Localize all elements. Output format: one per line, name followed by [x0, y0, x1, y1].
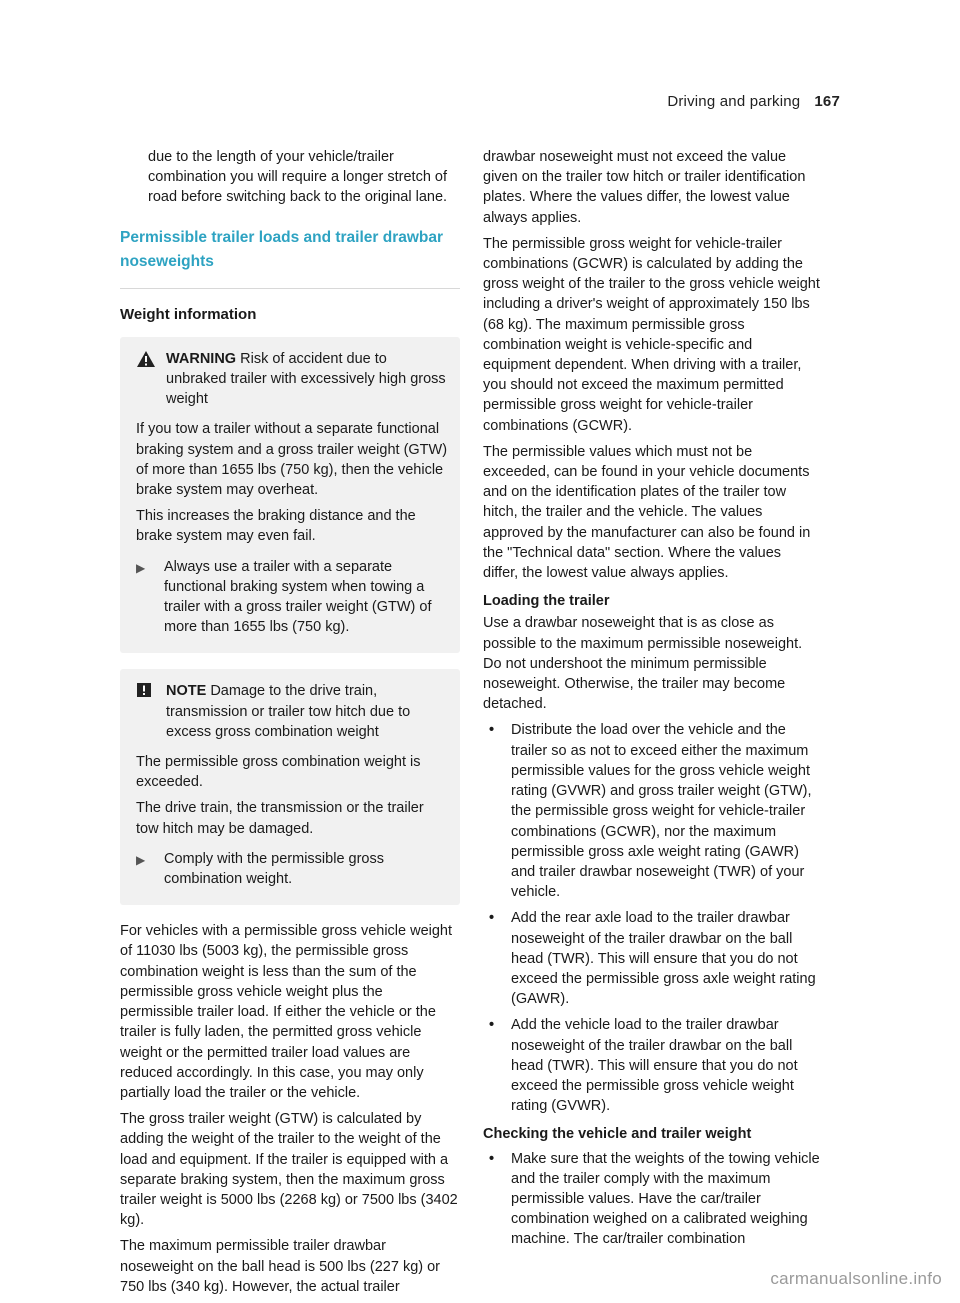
watermark-link[interactable]: carmanualsonline.info: [770, 1269, 942, 1288]
page-header: [667, 93, 840, 110]
note-paragraph-2: The drive train, the transmission or the trailer tow hitch may be damaged.: [136, 800, 424, 837]
intro-paragraph: due to the length of your vehicle/trailer combination you will require a longer stretch of road before switching back to the original lane.: [148, 149, 448, 206]
note-square-icon: [136, 682, 158, 704]
warning-paragraph-1: If you tow a trailer without a separate functional braking system and a gross trailer weight (GTW) of more than 1655 lbs (750 kg), then the vehicle brake system may overheat.: [136, 421, 448, 499]
combination-paragraph: For vehicles with a permissible gross vehicle weight of 11030 lbs (5003 kg), the permissible gross combination weight is less than the sum of the permissible gross vehicle weight plus the permissible trailer load. If either the vehicle or the trailer is fully laden, the permitted gross vehicle weight or the permitted trailer load values are reduced accordingly. In this case, you may only partially load the trailer or the vehicle.: [120, 923, 453, 1101]
note-title-text: Damage to the drive train, transmission or trailer tow hitch due to excess gross combination weight: [166, 683, 411, 740]
warning-title: [158, 349, 448, 410]
bullet-icon: •: [489, 722, 495, 739]
list-item: [483, 1015, 820, 1116]
bullet-icon: •: [489, 910, 495, 927]
warning-action-text: Always use a trailer with a separate functional braking system when towing a trailer with a gross trailer weight (GTW) of more than 1655 lbs (750 kg).: [164, 558, 432, 636]
loading-heading: Loading the trailer: [483, 593, 610, 610]
list-item: [483, 1149, 820, 1250]
note-label: NOTE: [166, 683, 207, 700]
list-item: [483, 720, 820, 902]
values-paragraph: The permissible values which must not be exceeded, can be found in your vehicle documents and on the identification plates of the trailer tow hitch, the trailer and the vehicle. The values approved by the manufacturer can also be found in the "Technical data" section. Where the values differ, the lowest value always applies.: [483, 443, 811, 582]
right-column: [483, 147, 820, 1256]
note-box: [120, 669, 460, 905]
loading-paragraph: Use a drawbar noseweight that is as close as possible to the maximum permissible noseweight. Do not undershoot the minimum permissible noseweight. Otherwise, the trailer may become detached.: [483, 615, 803, 713]
note-title-row: [136, 681, 448, 742]
action-arrow-icon: ▶: [136, 852, 146, 867]
warning-action: [136, 557, 448, 638]
continuation-paragraph: drawbar noseweight must not exceed the value given on the trailer tow hitch or trailer identification plates. Where the values differ, the lowest value always applies.: [483, 149, 806, 226]
warning-box: [120, 337, 460, 654]
note-action-text: Comply with the permissible gross combination weight.: [164, 850, 384, 888]
action-arrow-icon: ▶: [136, 560, 146, 575]
bullet-icon: •: [489, 1017, 495, 1034]
note-paragraph-1: The permissible gross combination weight is exceeded.: [136, 754, 421, 791]
page-number: 167: [814, 93, 840, 110]
section-heading: Permissible trailer loads and trailer drawbar noseweights: [120, 226, 460, 289]
warning-paragraph-2: This increases the braking distance and the brake system may even fail.: [136, 508, 416, 545]
list-item-text: Distribute the load over the vehicle and the trailer so as not to exceed either the maximum permissible values for the gross vehicle weight rating (GVWR) and gross trailer weight (GTW), the permissible gross weight for vehicle-trailer combinations (GCWR), nor the maximum permissible gross axle weight rating (GAWR) and trailer drawbar noseweight (TWR) of your vehicle.: [511, 722, 812, 901]
warning-title-row: [136, 349, 448, 410]
bullet-icon: •: [489, 1150, 495, 1167]
list-item-text: Add the rear axle load to the trailer drawbar noseweight of the trailer drawbar on the ball head (TWR). This will ensure that you do not exceed the permissible gross axle weight rating (GAWR).: [511, 910, 816, 1008]
list-item-text: Add the vehicle load to the trailer drawbar noseweight of the trailer drawbar on the ball head (TWR). This will ensure that you do not exceed the permissible gross vehicle weight rating (GVWR).: [511, 1017, 798, 1115]
left-column: [120, 147, 460, 1303]
warning-title-text: Risk of accident due to unbraked trailer with excessively high gross weight: [166, 350, 446, 408]
drawbar-paragraph: The maximum permissible trailer drawbar noseweight on the ball head is 500 lbs (227 kg) or 750 lbs (340 kg). However, the actual trailer: [120, 1238, 441, 1295]
note-title: [158, 681, 448, 742]
warning-triangle-icon: [136, 350, 158, 374]
page-header-title: Driving and parking: [667, 93, 801, 110]
list-item-text: Make sure that the weights of the towing vehicle and the trailer comply with the maximum permissible values. Have the car/trailer combination weighed on a calibrated weighing machine. The car/trailer combination: [511, 1150, 820, 1248]
checking-heading: Checking the vehicle and trailer weight: [483, 1126, 752, 1143]
weight-info-heading: Weight information: [120, 305, 257, 323]
list-item: [483, 908, 820, 1009]
warning-label: WARNING: [166, 350, 237, 367]
note-action: [136, 849, 448, 889]
gtw-paragraph: The gross trailer weight (GTW) is calculated by adding the weight of the trailer to the weight of the load and equipment. If the trailer is equipped with a separate braking system, then the maximum gross trailer weight is 5000 lbs (2268 kg) or 7500 lbs (3402 kg).: [120, 1111, 458, 1229]
gcwr-paragraph: The permissible gross weight for vehicle-trailer combinations (GCWR) is calculated by adding the gross weight of the trailer to the gross vehicle weight including a driver's weight of approximately 150 lbs (68 kg). The maximum permissible gross combination weight is vehicle-specific and equipment dependent. When driving with a trailer, you should not exceed the maximum permitted permissible gross weight for vehicle-trailer combinations (GCWR).: [483, 235, 820, 434]
